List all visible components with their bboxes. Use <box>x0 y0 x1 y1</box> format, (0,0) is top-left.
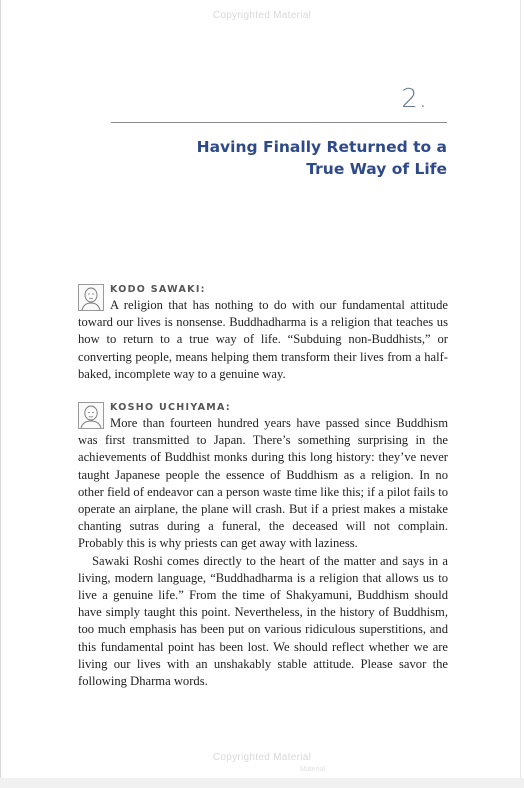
chapter-title <box>127 136 447 180</box>
commentary-block <box>78 297 448 383</box>
paragraph: A religion that has nothing to do with our fundamental attitude toward our lives is nonsense. Buddhadharma is a religion that teaches us how to return to a true way of life. “Subduing non-Buddhists,” or converting people, means helping them transform their lives from a half-baked, incomplete way to a genuine way. <box>78 298 448 381</box>
speaker-name: KODO SAWAKI: <box>110 284 206 295</box>
chapter-title-line: True Way of Life <box>306 160 447 178</box>
watermark-top: Copyrighted Material <box>212 10 312 21</box>
chapter-divider <box>111 122 447 123</box>
speaker-name: KOSHO UCHIYAMA: <box>110 402 231 413</box>
commentary-block <box>78 415 448 690</box>
page-edge <box>0 0 1 788</box>
page-bottom-edge <box>0 778 524 788</box>
chapter-title-line: Having Finally Returned to a <box>196 138 447 156</box>
watermark-bottom: Copyrighted Material <box>212 752 312 763</box>
paragraph: Sawaki Roshi comes directly to the heart of the matter and says in a living, modern language, “Buddhadharma is a religion that allows us to live a genuine life.” From the time of Shakyamuni, Buddhism should have simply taught this point. Nevertheless, in the history of Buddhism, too much emphasis has been put on various ridiculous superstitions, and this fundamental point has been lost. We should reflect whether we are living our lives with an unshakably stable attitude. Please savor the following Dharma words. <box>78 553 448 689</box>
watermark-bottom-small: Material <box>300 766 325 773</box>
paragraph: More than fourteen hundred years have passed since Buddhism was first transmitted to Japan. There’s something surprising in the achievements of Buddhist monks during this long history: they’ve never taught Japanese people the essence of Buddhism as a religion. In no other field of endeavor can a person waste time like this; if a pilot fails to operate an airplane, the plane will crash. But if a priest makes a mistake chanting sutras during a funeral, the deceased will not complain. Probably this is why priests can get away with laziness. <box>78 416 448 551</box>
page-edge <box>520 0 521 788</box>
chapter-number: 2. <box>401 84 428 114</box>
